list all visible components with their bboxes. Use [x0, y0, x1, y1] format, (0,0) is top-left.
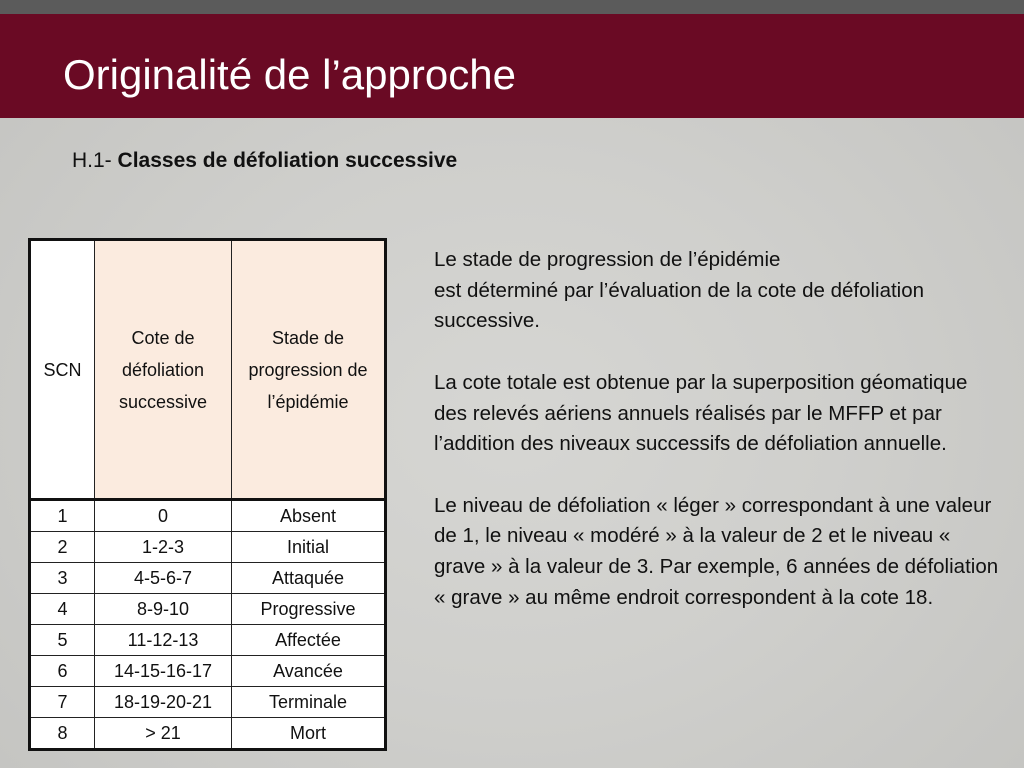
- cell-cote: > 21: [95, 718, 232, 750]
- header-scn: SCN: [30, 240, 95, 500]
- subtitle-bold: Classes de défoliation successive: [117, 149, 458, 172]
- header-stade: Stade de progression de l’épidémie: [232, 240, 386, 500]
- table-header-row: [30, 240, 386, 500]
- table-row: [30, 625, 386, 656]
- cell-stade: Attaquée: [232, 563, 386, 594]
- cell-scn: 1: [30, 500, 95, 532]
- cell-cote: 11-12-13: [95, 625, 232, 656]
- cell-scn: 8: [30, 718, 95, 750]
- cell-cote: 8-9-10: [95, 594, 232, 625]
- defoliation-classes-table: [28, 238, 387, 751]
- cell-stade: Affectée: [232, 625, 386, 656]
- subtitle-prefix: H.1-: [72, 149, 112, 172]
- cell-cote: 4-5-6-7: [95, 563, 232, 594]
- slide-title: Originalité de l’approche: [63, 51, 516, 98]
- explanation-paragraph-3: Le niveau de défoliation « léger » correspondant à une valeur de 1, le niveau « modéré » à la valeur de 2 et le niveau « grave » à la valeur de 3. Par exemple, 6 années de défoliation « grave » au même endroit correspondent à la cote 18.: [434, 493, 999, 609]
- cell-scn: 7: [30, 687, 95, 718]
- section-subtitle: [72, 147, 457, 175]
- cell-stade: Initial: [232, 532, 386, 563]
- cell-scn: 2: [30, 532, 95, 563]
- explanation-paragraph-2: La cote totale est obtenue par la superposition géomatique des relevés aériens annuels réalisés par le MFFP et par l’addition des niveaux successifs de défoliation annuelle.: [434, 370, 968, 456]
- table-row: [30, 718, 386, 750]
- cell-stade: Progressive: [232, 594, 386, 625]
- cell-scn: 3: [30, 563, 95, 594]
- header-cote: Cote de défoliation successive: [95, 240, 232, 500]
- table-row: [30, 532, 386, 563]
- cell-stade: Terminale: [232, 687, 386, 718]
- top-strip: [0, 0, 1024, 14]
- cell-scn: 6: [30, 656, 95, 687]
- table-header: [30, 240, 386, 500]
- table-row: [30, 594, 386, 625]
- table-body: [30, 500, 386, 750]
- cell-stade: Mort: [232, 718, 386, 750]
- table-row: [30, 563, 386, 594]
- cell-stade: Absent: [232, 500, 386, 532]
- cell-cote: 14-15-16-17: [95, 656, 232, 687]
- table-row: [30, 656, 386, 687]
- table-row: [30, 500, 386, 532]
- cell-cote: 1-2-3: [95, 532, 232, 563]
- table-row: [30, 687, 386, 718]
- cell-stade: Avancée: [232, 656, 386, 687]
- explanation-text: [434, 245, 1004, 613]
- p1-line-1: Le stade de progression de l’épidémie: [434, 248, 781, 271]
- explanation-paragraph-1: [434, 245, 1004, 337]
- cell-scn: 5: [30, 625, 95, 656]
- cell-cote: 18-19-20-21: [95, 687, 232, 718]
- p1-line-2: est déterminé par l’évaluation de la cote de défoliation successive.: [434, 278, 925, 333]
- cell-scn: 4: [30, 594, 95, 625]
- cell-cote: 0: [95, 500, 232, 532]
